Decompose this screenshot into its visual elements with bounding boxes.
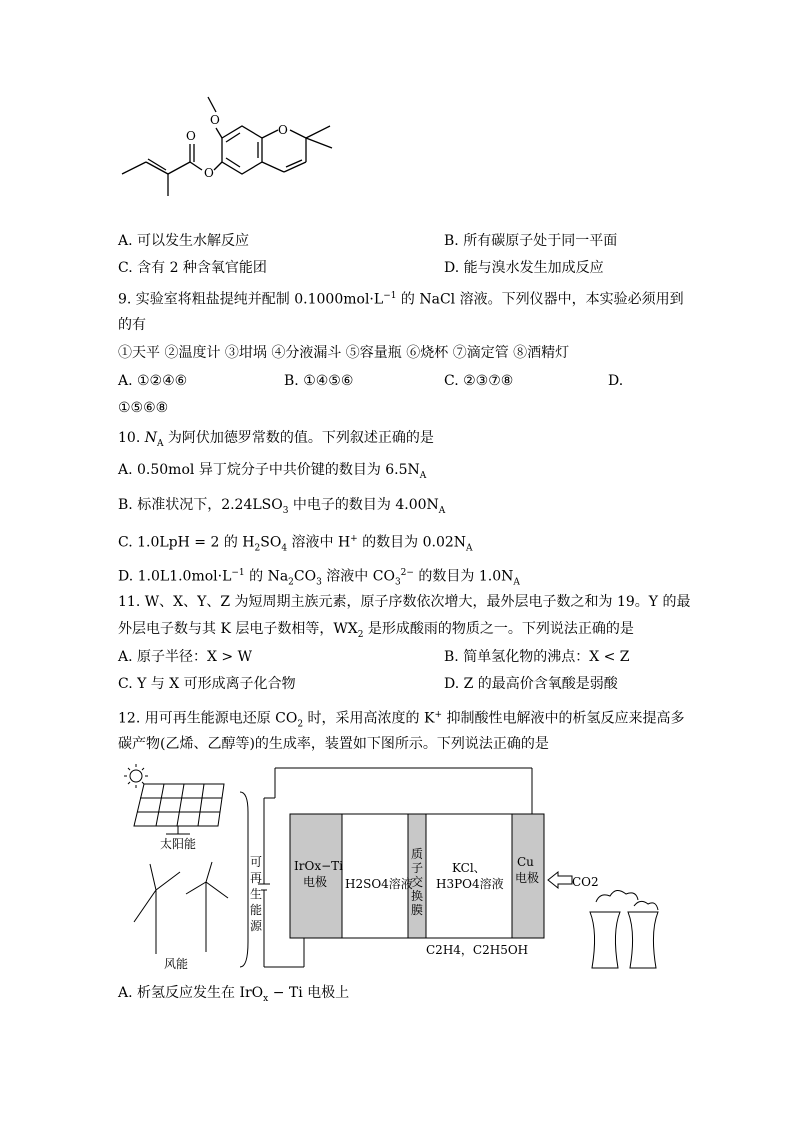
- q8-option-a: A. 可以发生水解反应: [118, 233, 250, 249]
- products-label: C2H4，C2H5OH: [426, 943, 529, 957]
- molecule-o-ring: O: [278, 123, 288, 137]
- q9-stem-line1: 9. 实验室将粗盐提纯并配制 $0.1000mol\cdot L^{-1}$ 的 NaCl 溶液。下列仪器中，本实验必须用到: [118, 291, 684, 308]
- cathode-label: Cu: [517, 855, 534, 869]
- cathode-label-2: 电极: [515, 871, 540, 885]
- wind-turbine-icon: [134, 862, 228, 954]
- q11-option-a: A. 原子半径：X > W: [118, 649, 252, 665]
- molecule-o-ester: O: [204, 166, 214, 180]
- q12-stem-line2: 碳产物(乙烯、乙醇等)的生成率，装置如下图所示。下列说法正确的是: [118, 736, 549, 752]
- q9-instruments: ①天平 ②温度计 ③坩埚 ④分液漏斗 ⑤容量瓶 ⑥烧杯 ⑦滴定管 ⑧酒精灯: [118, 345, 570, 361]
- factory-icon: [590, 890, 658, 968]
- svg-text:换: 换: [411, 889, 424, 903]
- source-label: [250, 855, 263, 933]
- co2-label: CO2: [572, 875, 599, 889]
- q9-option-b: B. ①④⑤⑥: [284, 373, 354, 389]
- q8-option-c: C. 含有 2 种含氧官能团: [118, 260, 267, 276]
- molecule-o-carbonyl: O: [186, 129, 196, 143]
- svg-text:膜: 膜: [411, 903, 424, 917]
- q10-option-b: B. 标准状况下，$2.24LSO_3$ 中电子的数目为 $4.00N_A$: [118, 497, 446, 516]
- q8-option-d: D. 能与溴水发生加成反应: [444, 260, 604, 276]
- svg-text:交: 交: [411, 875, 424, 889]
- q10-option-c: C. 1.0LpH = 2 的 $H_2SO_4$ 溶液中 H+ 的数目为 $0.02N_A$: [118, 534, 473, 554]
- svg-text:源: 源: [250, 919, 263, 933]
- catholyte-label: KCl、: [452, 861, 486, 875]
- q12-stem-line1: 12. 用可再生能源电还原 $CO_2$ 时，采用高浓度的 K+ 抑制酸性电解液中的析氢反应来提高多: [118, 710, 685, 730]
- catholyte-label-2: H3PO4溶液: [436, 877, 504, 891]
- solar-panel-icon: [134, 784, 224, 834]
- q9-option-a: A. ①②④⑥: [118, 373, 188, 389]
- q9-stem-line2: 的有: [118, 317, 146, 333]
- q11-option-d: D. Z 的最高价含氧酸是弱酸: [444, 676, 618, 692]
- svg-text:再: 再: [250, 871, 263, 885]
- molecule-structure: [118, 92, 358, 202]
- svg-text:能: 能: [250, 903, 263, 917]
- q9-option-c: C. ②③⑦⑧: [444, 373, 514, 389]
- anode-label-2: 电极: [303, 875, 328, 889]
- electrolysis-diagram: [120, 762, 680, 982]
- molecule-o-methoxy: O: [210, 113, 220, 127]
- solar-label: 太阳能: [160, 837, 197, 851]
- q9-option-d-value: ①⑤⑥⑧: [118, 400, 169, 416]
- svg-text:质: 质: [411, 847, 424, 861]
- wind-label: 风能: [164, 957, 189, 971]
- q10-stem: 10. $N_A$ 为阿伏加德罗常数的值。下列叙述正确的是: [118, 430, 434, 449]
- svg-text:子: 子: [411, 861, 424, 875]
- anolyte-label: H2SO4溶液: [345, 877, 413, 891]
- q12-option-a: A. 析氢反应发生在 IrO$_x$ − Ti 电极上: [118, 985, 350, 1004]
- q9-option-d: D.: [608, 373, 624, 389]
- q11-option-b: B. 简单氢化物的沸点：X < Z: [444, 649, 630, 665]
- anode-label: IrOx−Ti: [294, 859, 343, 873]
- q10-option-d: D. $1.0L1.0mol\cdot L^{-1}$ 的 $Na_2CO_3$ 溶液中 $CO_3^{2-}$ 的数目为 $1.0N_A$: [118, 568, 520, 588]
- q8-option-b: B. 所有碳原子处于同一平面: [444, 233, 618, 249]
- svg-text:生: 生: [250, 887, 263, 901]
- q11-stem-line1: 11. W、X、Y、Z 为短周期主族元素，原子序数依次增大，最外层电子数之和为 19。Y 的最: [118, 594, 691, 610]
- q11-stem-line2: 外层电子数与其 K 层电子数相等，$WX_2$ 是形成酸雨的物质之一。下列说法正确的是: [118, 621, 634, 640]
- q11-option-c: C. Y 与 X 可形成离子化合物: [118, 676, 296, 692]
- co2-arrow: [548, 872, 572, 888]
- q10-option-a: A. 0.50mol 异丁烷分子中共价键的数目为 $6.5N_A$: [118, 462, 427, 481]
- svg-text:可: 可: [250, 855, 263, 869]
- membrane-label: [411, 846, 423, 917]
